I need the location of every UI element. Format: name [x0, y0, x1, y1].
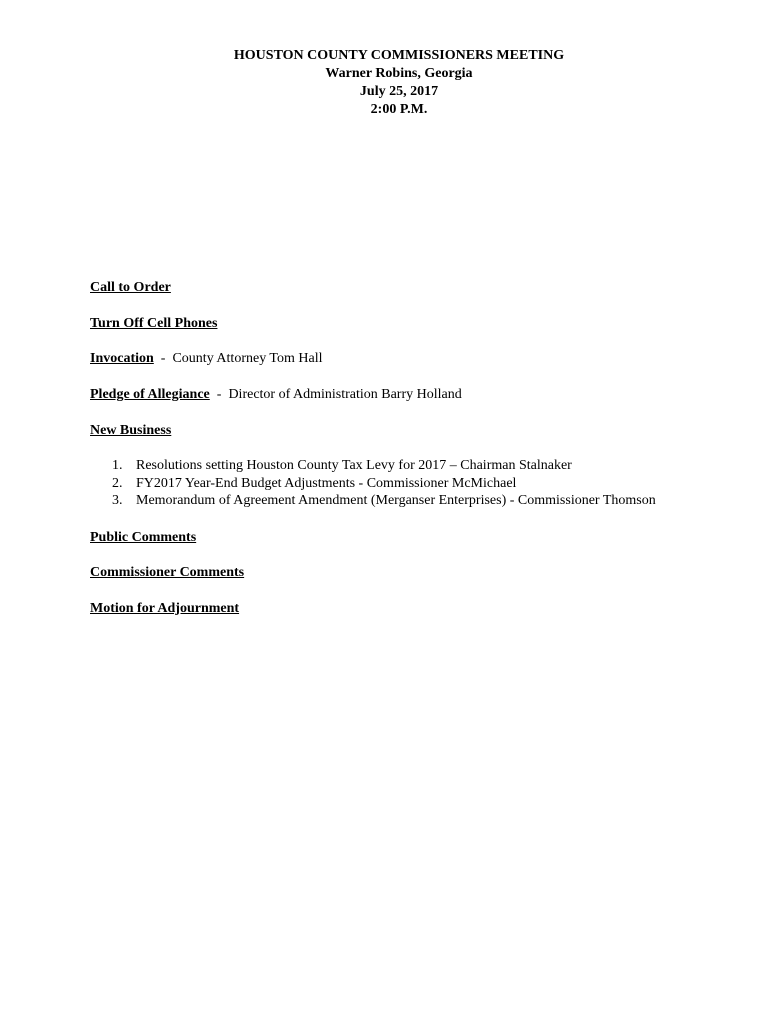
- turn-off-phones-heading: Turn Off Cell Phones: [90, 316, 218, 331]
- agenda-pledge: Pledge of Allegiance - Director of Administration Barry Holland: [90, 387, 462, 402]
- meeting-location: Warner Robins, Georgia: [325, 66, 473, 81]
- agenda-commissioner-comments: [90, 564, 244, 582]
- agenda-public-comments: [90, 529, 196, 547]
- meeting-date: July 25, 2017: [359, 84, 439, 99]
- list-item: [112, 492, 656, 510]
- list-item-text: Resolutions setting Houston County Tax Levy for 2017 – Chairman Stalnaker: [136, 458, 572, 473]
- list-item: [112, 457, 656, 475]
- new-business-list: [112, 457, 656, 510]
- list-item-text: Memorandum of Agreement Amendment (Merganser Enterprises) - Commissioner Thomson: [136, 493, 656, 508]
- list-item-number: 2.: [112, 475, 123, 491]
- invocation-heading: Invocation: [90, 351, 154, 366]
- list-item-number: 3.: [112, 493, 123, 508]
- list-item-number: 1.: [112, 458, 123, 473]
- agenda-adjournment: [90, 600, 239, 618]
- pledge-heading: Pledge of Allegiance: [90, 387, 210, 402]
- commissioner-comments-heading: Commissioner Comments: [90, 565, 245, 580]
- agenda-invocation: Invocation - County Attorney Tom Hall: [90, 351, 323, 366]
- public-comments-heading: Public Comments: [90, 530, 197, 545]
- list-item: [112, 475, 656, 493]
- new-business-heading: New Business: [90, 423, 172, 438]
- meeting-time: 2:00 P.M.: [370, 102, 428, 117]
- invocation-detail: County Attorney Tom Hall: [172, 351, 323, 366]
- meeting-header: [0, 47, 770, 119]
- meeting-title: HOUSTON COUNTY COMMISSIONERS MEETING: [233, 48, 565, 63]
- agenda-new-business: [90, 422, 171, 440]
- call-to-order-heading: Call to Order: [90, 280, 171, 295]
- agenda-turn-off-phones: [90, 315, 217, 333]
- pledge-detail: Director of Administration Barry Holland: [228, 387, 462, 402]
- adjournment-heading: Motion for Adjournment: [90, 601, 240, 616]
- list-item-text: FY2017 Year-End Budget Adjustments - Commissioner McMichael: [136, 475, 517, 491]
- agenda-call-to-order: [90, 279, 171, 297]
